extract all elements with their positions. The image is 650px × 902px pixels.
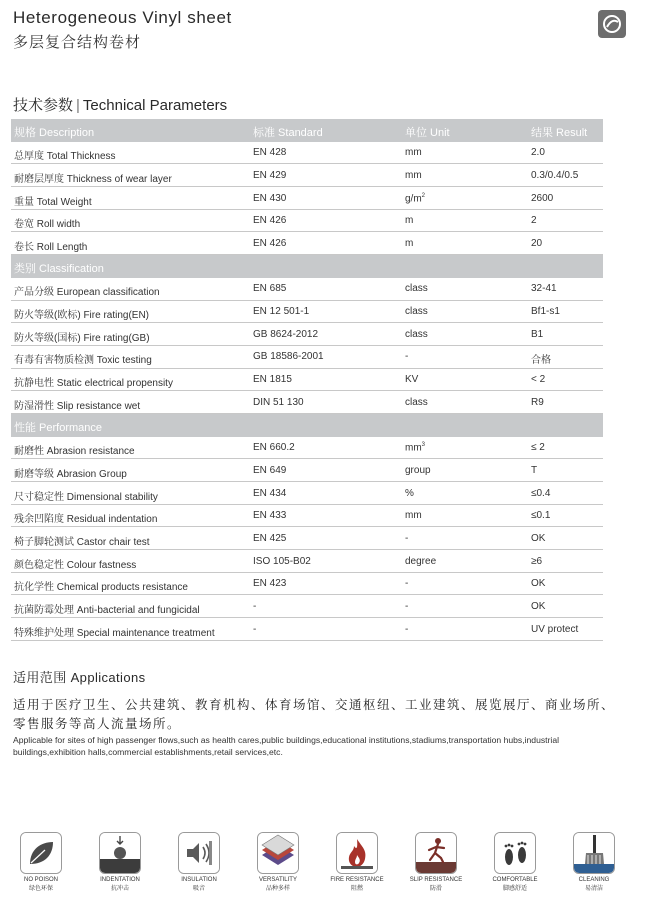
table-row <box>11 301 603 324</box>
cell-result: 0.3/0.4/0.5 <box>531 169 579 181</box>
cell-standard: EN 434 <box>253 487 287 499</box>
cell-standard: EN 426 <box>253 215 287 227</box>
cell-result: T <box>531 464 538 476</box>
sound-insulation-icon <box>178 832 220 874</box>
feature-no-poison <box>11 832 71 892</box>
cell-unit: - <box>405 532 409 544</box>
product-title-cn: 多层复合结构卷材 <box>13 34 142 51</box>
classification-band <box>11 255 603 278</box>
table-row <box>11 346 603 369</box>
cell-description: 卷长 Roll Length <box>14 241 88 253</box>
table-row <box>11 550 603 573</box>
cell-description: 耐磨层厚度 Thickness of wear layer <box>14 173 172 185</box>
table-row <box>11 618 603 641</box>
cell-standard: EN 425 <box>253 532 287 544</box>
table-row <box>11 595 603 618</box>
cell-result: 2600 <box>531 192 554 204</box>
cell-unit: mm <box>405 169 422 181</box>
feature-versatility <box>248 832 308 892</box>
feature-indentation <box>90 832 150 892</box>
table-row <box>11 573 603 596</box>
cell-unit: KV <box>405 374 419 386</box>
table-row <box>11 391 603 414</box>
table-row <box>11 527 603 550</box>
cell-description: 防湿滑性 Slip resistance wet <box>14 400 141 412</box>
cell-unit <box>405 442 425 453</box>
band-title: 类别 Classification <box>14 263 104 276</box>
column-header-description: 规格 Description <box>14 127 95 139</box>
flame-icon <box>336 832 378 874</box>
brush-icon <box>573 832 615 874</box>
cell-result: 32-41 <box>531 283 557 295</box>
cell-standard: GB 8624-2012 <box>253 328 319 340</box>
feature-label-en: NO POISON <box>23 877 58 883</box>
feature-label-en: FIRE RESISTANCE <box>330 877 384 883</box>
cell-unit: m <box>405 215 414 227</box>
cell-unit: group <box>405 464 431 476</box>
feature-label-en: VERSATILITY <box>259 877 297 883</box>
column-header-result: 结果 Result <box>531 127 588 139</box>
cell-unit: class <box>405 328 428 340</box>
table-row <box>11 164 603 187</box>
cell-result: ≥6 <box>531 555 543 567</box>
feature-label-cn: 防滑 <box>429 886 442 892</box>
feature-cleaning <box>564 832 624 892</box>
unit-base: g/m <box>405 192 422 204</box>
cell-description: 产品分级 European classification <box>14 287 160 299</box>
cell-standard: EN 429 <box>253 169 287 181</box>
cell-standard: EN 430 <box>253 192 287 204</box>
cell-standard: EN 428 <box>253 147 287 159</box>
cell-description: 重量 Total Weight <box>14 196 92 208</box>
performance-band <box>11 414 603 437</box>
cell-description: 有毒有害物质检测 Toxic testing <box>14 355 152 367</box>
cell-result: OK <box>531 600 546 612</box>
cell-standard: - <box>253 623 257 635</box>
cell-standard: EN 685 <box>253 283 287 295</box>
feature-label-cn: 易清洁 <box>584 886 603 892</box>
table-row <box>11 232 603 255</box>
cell-description: 耐磨等级 Abrasion Group <box>14 468 127 480</box>
cell-standard: ISO 105-B02 <box>253 555 311 567</box>
technical-parameters-table <box>11 119 603 641</box>
cell-unit: - <box>405 600 409 612</box>
leaf-icon <box>20 832 62 874</box>
cell-result: ≤ 2 <box>531 442 545 454</box>
heading-cn: 技术参数 <box>13 97 74 114</box>
cell-description: 椅子脚轮测试 Castor chair test <box>14 536 150 548</box>
cell-description: 尺寸稳定性 Dimensional stability <box>14 491 158 503</box>
cell-unit: mm <box>405 147 422 159</box>
unit-superscript: 2 <box>421 192 426 199</box>
table-row <box>11 187 603 210</box>
cell-result: 合格 <box>531 355 551 367</box>
feature-label-cn: 脚感舒适 <box>502 886 527 892</box>
heading-separator: | <box>76 97 80 114</box>
cell-description: 防火等级(国标) Fire rating(GB) <box>14 332 150 344</box>
table-row <box>11 505 603 528</box>
cell-description: 残余凹陷度 Residual indentation <box>14 514 158 526</box>
cell-result: ≤0.1 <box>531 510 551 522</box>
unit-superscript: 3 <box>421 442 426 449</box>
indentation-icon <box>99 832 141 874</box>
cell-result: ≤0.4 <box>531 487 551 499</box>
brand-logo-icon <box>598 10 626 38</box>
cell-unit: mm <box>405 510 422 522</box>
cell-standard: EN 433 <box>253 510 287 522</box>
feature-label-cn: 吸音 <box>192 886 205 892</box>
cell-result: Bf1-s1 <box>531 306 560 317</box>
cell-description: 卷宽 Roll width <box>14 219 81 231</box>
cell-unit: % <box>405 487 414 499</box>
feature-label-en: INDENTATION <box>100 877 140 883</box>
cell-standard: DIN 51 130 <box>253 396 304 408</box>
feature-label-cn: 品种多样 <box>265 886 290 892</box>
feature-label-cn: 绿色环保 <box>28 886 53 892</box>
cell-standard: EN 423 <box>253 578 287 590</box>
feature-label-en: COMFORTABLE <box>492 877 538 883</box>
table-row <box>11 369 603 392</box>
cell-unit: class <box>405 306 428 317</box>
cell-standard: EN 649 <box>253 464 287 476</box>
table-row <box>11 323 603 346</box>
feature-label-en: CLEANING <box>578 877 610 883</box>
versatility-icon <box>257 832 299 874</box>
applications-heading: 适用范围 Applications <box>13 670 146 685</box>
cell-unit: m <box>405 237 414 249</box>
table-row <box>11 210 603 233</box>
cell-result: OK <box>531 578 546 590</box>
feature-fire-resistance <box>327 832 387 892</box>
feature-label-cn: 抗冲击 <box>110 886 129 892</box>
feature-insulation <box>169 832 229 892</box>
table-header-row <box>11 119 603 142</box>
product-title-en: Heterogeneous Vinyl sheet <box>13 8 232 27</box>
table-row <box>11 482 603 505</box>
feature-label-en: SLIP RESISTANCE <box>409 877 463 883</box>
cell-unit: - <box>405 351 409 363</box>
cell-result: UV protect <box>531 623 579 635</box>
cell-description: 抗菌防霉处理 Anti-bacterial and fungicidal <box>14 604 200 616</box>
cell-unit: - <box>405 578 409 590</box>
cell-result: OK <box>531 532 546 544</box>
cell-description: 抗静电性 Static electrical propensity <box>14 378 173 390</box>
feature-comfortable <box>485 832 545 892</box>
cell-unit: class <box>405 283 428 295</box>
unit-base: mm <box>405 442 422 454</box>
cell-unit: degree <box>405 555 437 567</box>
slip-icon <box>415 832 457 874</box>
cell-unit: - <box>405 623 409 635</box>
cell-result: < 2 <box>531 374 546 386</box>
cell-description: 特殊维护处理 Special maintenance treatment <box>14 627 215 639</box>
cell-unit <box>405 193 425 204</box>
feature-label-cn: 阻燃 <box>350 886 363 892</box>
footprints-icon <box>494 832 536 874</box>
cell-standard: EN 426 <box>253 237 287 249</box>
table-row <box>11 278 603 301</box>
cell-standard: EN 1815 <box>253 374 292 386</box>
cell-standard: - <box>253 600 257 612</box>
heading-en: Technical Parameters <box>82 97 228 114</box>
cell-standard: GB 18586-2001 <box>253 351 324 363</box>
feature-icons-strip <box>11 832 626 892</box>
cell-standard: EN 12 501-1 <box>253 306 310 317</box>
cell-description: 耐磨性 Abrasion resistance <box>14 446 135 458</box>
cell-description: 总厚度 Total Thickness <box>14 151 116 163</box>
band-title: 性能 Performance <box>14 421 103 434</box>
applications-text-cn: 适用于医疗卫生、公共建筑、教育机构、体育场馆、交通枢纽、工业建筑、展览展厅、商业场所、零售服务等高人流量场所。 <box>13 698 616 731</box>
technical-parameters-heading <box>13 94 227 115</box>
cell-result: 2.0 <box>531 147 545 159</box>
cell-result: 20 <box>531 237 543 249</box>
applications-text-en: Applicable for sites of high passenger flows,such as health cares,public buildings,educational institutions,stadiums,transportation hubs,industrial buildings,exhibition halls,commercial establishments,retail services,etc. <box>13 735 560 757</box>
cell-description: 抗化学性 Chemical products resistance <box>14 582 188 594</box>
feature-slip-resistance <box>406 832 466 892</box>
cell-description: 颜色稳定性 Colour fastness <box>14 559 137 571</box>
table-row <box>11 459 603 482</box>
column-header-unit: 单位 Unit <box>405 127 450 139</box>
cell-unit: class <box>405 396 428 408</box>
column-header-standard: 标准 Standard <box>253 127 323 139</box>
cell-result: B1 <box>531 328 544 340</box>
feature-label-en: INSULATION <box>181 877 217 883</box>
cell-standard: EN 660.2 <box>253 442 295 454</box>
cell-result: R9 <box>531 396 544 408</box>
table-row <box>11 142 603 165</box>
cell-description: 防火等级(欧标) Fire rating(EN) <box>14 310 150 321</box>
cell-result: 2 <box>531 215 537 227</box>
table-row <box>11 437 603 460</box>
